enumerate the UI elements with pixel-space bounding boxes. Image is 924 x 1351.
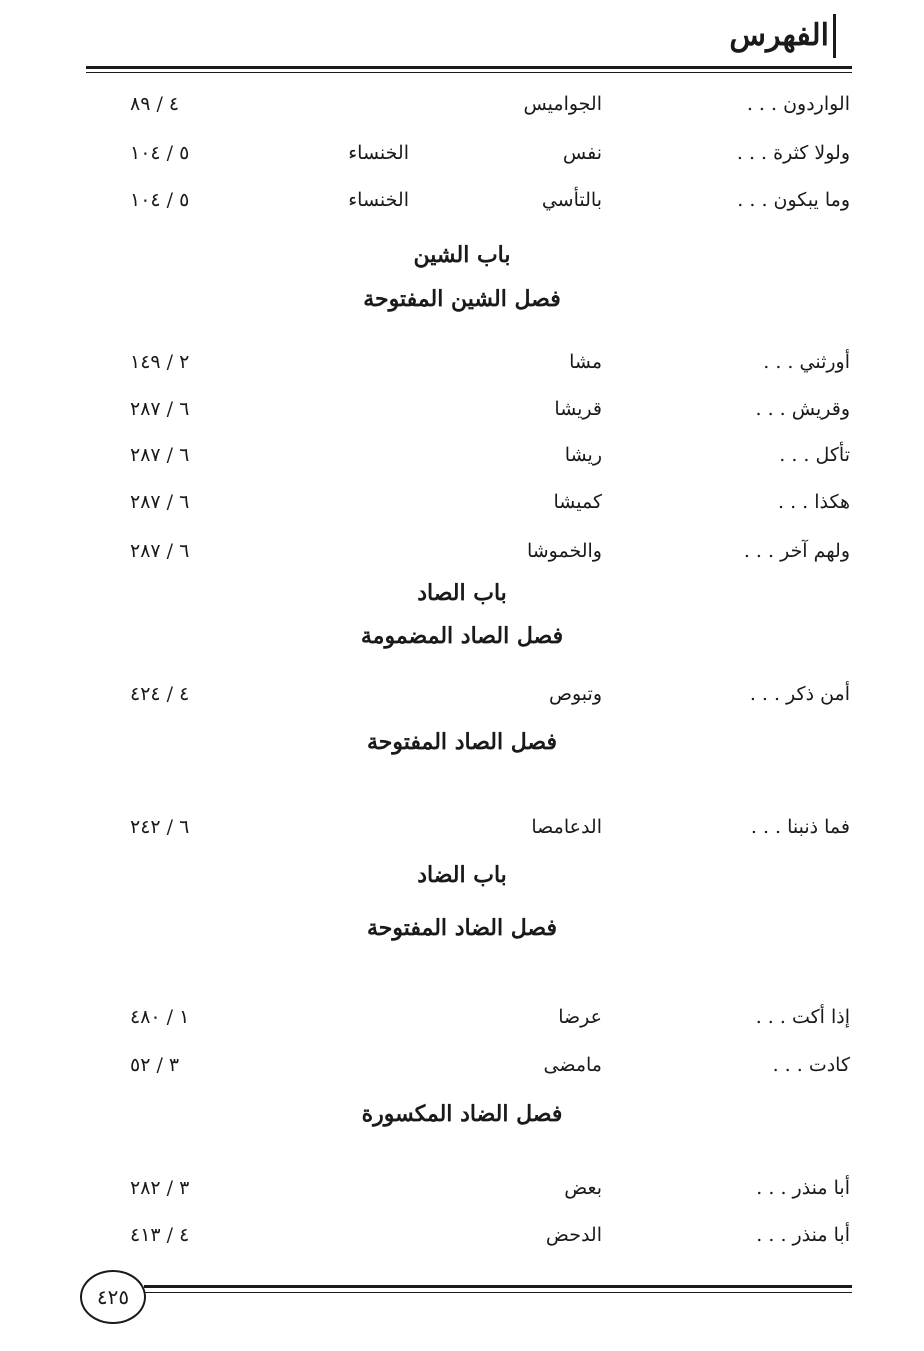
section-heading: فصل الصاد المضمومة [360,623,564,649]
rhyme-word: وتبوص [549,683,602,705]
poet-name: الخنساء [348,189,409,211]
index-entry [0,345,924,379]
index-entry [0,183,924,217]
verse-opening: أمن ذكر . . . [749,683,850,705]
rhyme-word: الدعامصا [531,816,602,838]
index-entry [0,1218,924,1252]
index-entry [0,1000,924,1034]
chapter-heading: باب الصاد [417,580,507,606]
header-rule-thick [86,66,852,69]
header-rule-thin [86,72,852,73]
rhyme-word: نفس [562,142,602,164]
poet-name: الخنساء [348,142,409,164]
volume-page-ref: ٥ / ١٠٤ [130,142,190,164]
volume-page-ref: ٦ / ٢٤٢ [130,816,190,838]
index-entry [0,485,924,519]
index-entry [0,534,924,568]
rhyme-word: الجواميس [523,93,602,115]
chapter-heading: باب الضاد [417,862,507,888]
footer-rule-thick [144,1285,852,1288]
section-heading: فصل الشين المفتوحة [363,286,561,312]
verse-opening: هكذا . . . [777,491,850,513]
index-entry [0,677,924,711]
rhyme-word: عرضا [558,1006,602,1028]
verse-opening: فما ذنبنا . . . [750,816,850,838]
index-entry [0,136,924,170]
volume-page-ref: ٦ / ٢٨٧ [130,444,190,466]
chapter-heading: باب الشين [413,242,511,268]
rhyme-word: كميشا [553,491,602,513]
volume-page-ref: ٦ / ٢٨٧ [130,540,190,562]
verse-opening: تأكل . . . [779,444,850,466]
index-entry [0,810,924,844]
volume-page-ref: ١ / ٤٨٠ [130,1006,190,1028]
index-entry [0,438,924,472]
volume-page-ref: ٣ / ٢٨٢ [130,1177,190,1199]
verse-opening: أورثني . . . [763,351,850,373]
verse-opening: وما يبكون . . . [737,189,850,211]
page-number: ٤٢٥ [80,1270,146,1324]
section-heading: فصل الضاد المكسورة [361,1101,563,1127]
volume-page-ref: ٤ / ٤٢٤ [130,683,190,705]
verse-opening: أبا منذر . . . [756,1177,850,1199]
index-entry [0,392,924,426]
volume-page-ref: ٣ / ٥٢ [130,1054,180,1076]
section-heading: فصل الضاد المفتوحة [366,915,558,941]
volume-page-ref: ٤ / ٨٩ [130,93,180,115]
rhyme-word: بالتأسي [541,189,602,211]
volume-page-ref: ٦ / ٢٨٧ [130,491,190,513]
verse-opening: ولولا كثرة . . . [736,142,850,164]
volume-page-ref: ٤ / ٤١٣ [130,1224,190,1246]
rhyme-word: مشا [569,351,602,373]
section-heading: فصل الصاد المفتوحة [366,729,558,755]
verse-opening: إذا أكت . . . [755,1006,850,1028]
rhyme-word: والخموشا [526,540,602,562]
page-title: الفهرس [729,14,836,58]
volume-page-ref: ٥ / ١٠٤ [130,189,190,211]
rhyme-word: قريشا [554,398,602,420]
rhyme-word: بعض [564,1177,602,1199]
verse-opening: ولهم آخر . . . [743,540,850,562]
verse-opening: الواردون . . . [746,93,850,115]
volume-page-ref: ٢ / ١٤٩ [130,351,190,373]
index-entry [0,87,924,121]
rhyme-word: مامضى [543,1054,602,1076]
footer-rule-thin [144,1292,852,1293]
verse-opening: وقريش . . . [755,398,850,420]
volume-page-ref: ٦ / ٢٨٧ [130,398,190,420]
index-entry [0,1171,924,1205]
verse-opening: أبا منذر . . . [756,1224,850,1246]
verse-opening: كادت . . . [772,1054,850,1076]
rhyme-word: ريشا [564,444,602,466]
index-entry [0,1048,924,1082]
rhyme-word: الدحض [545,1224,602,1246]
